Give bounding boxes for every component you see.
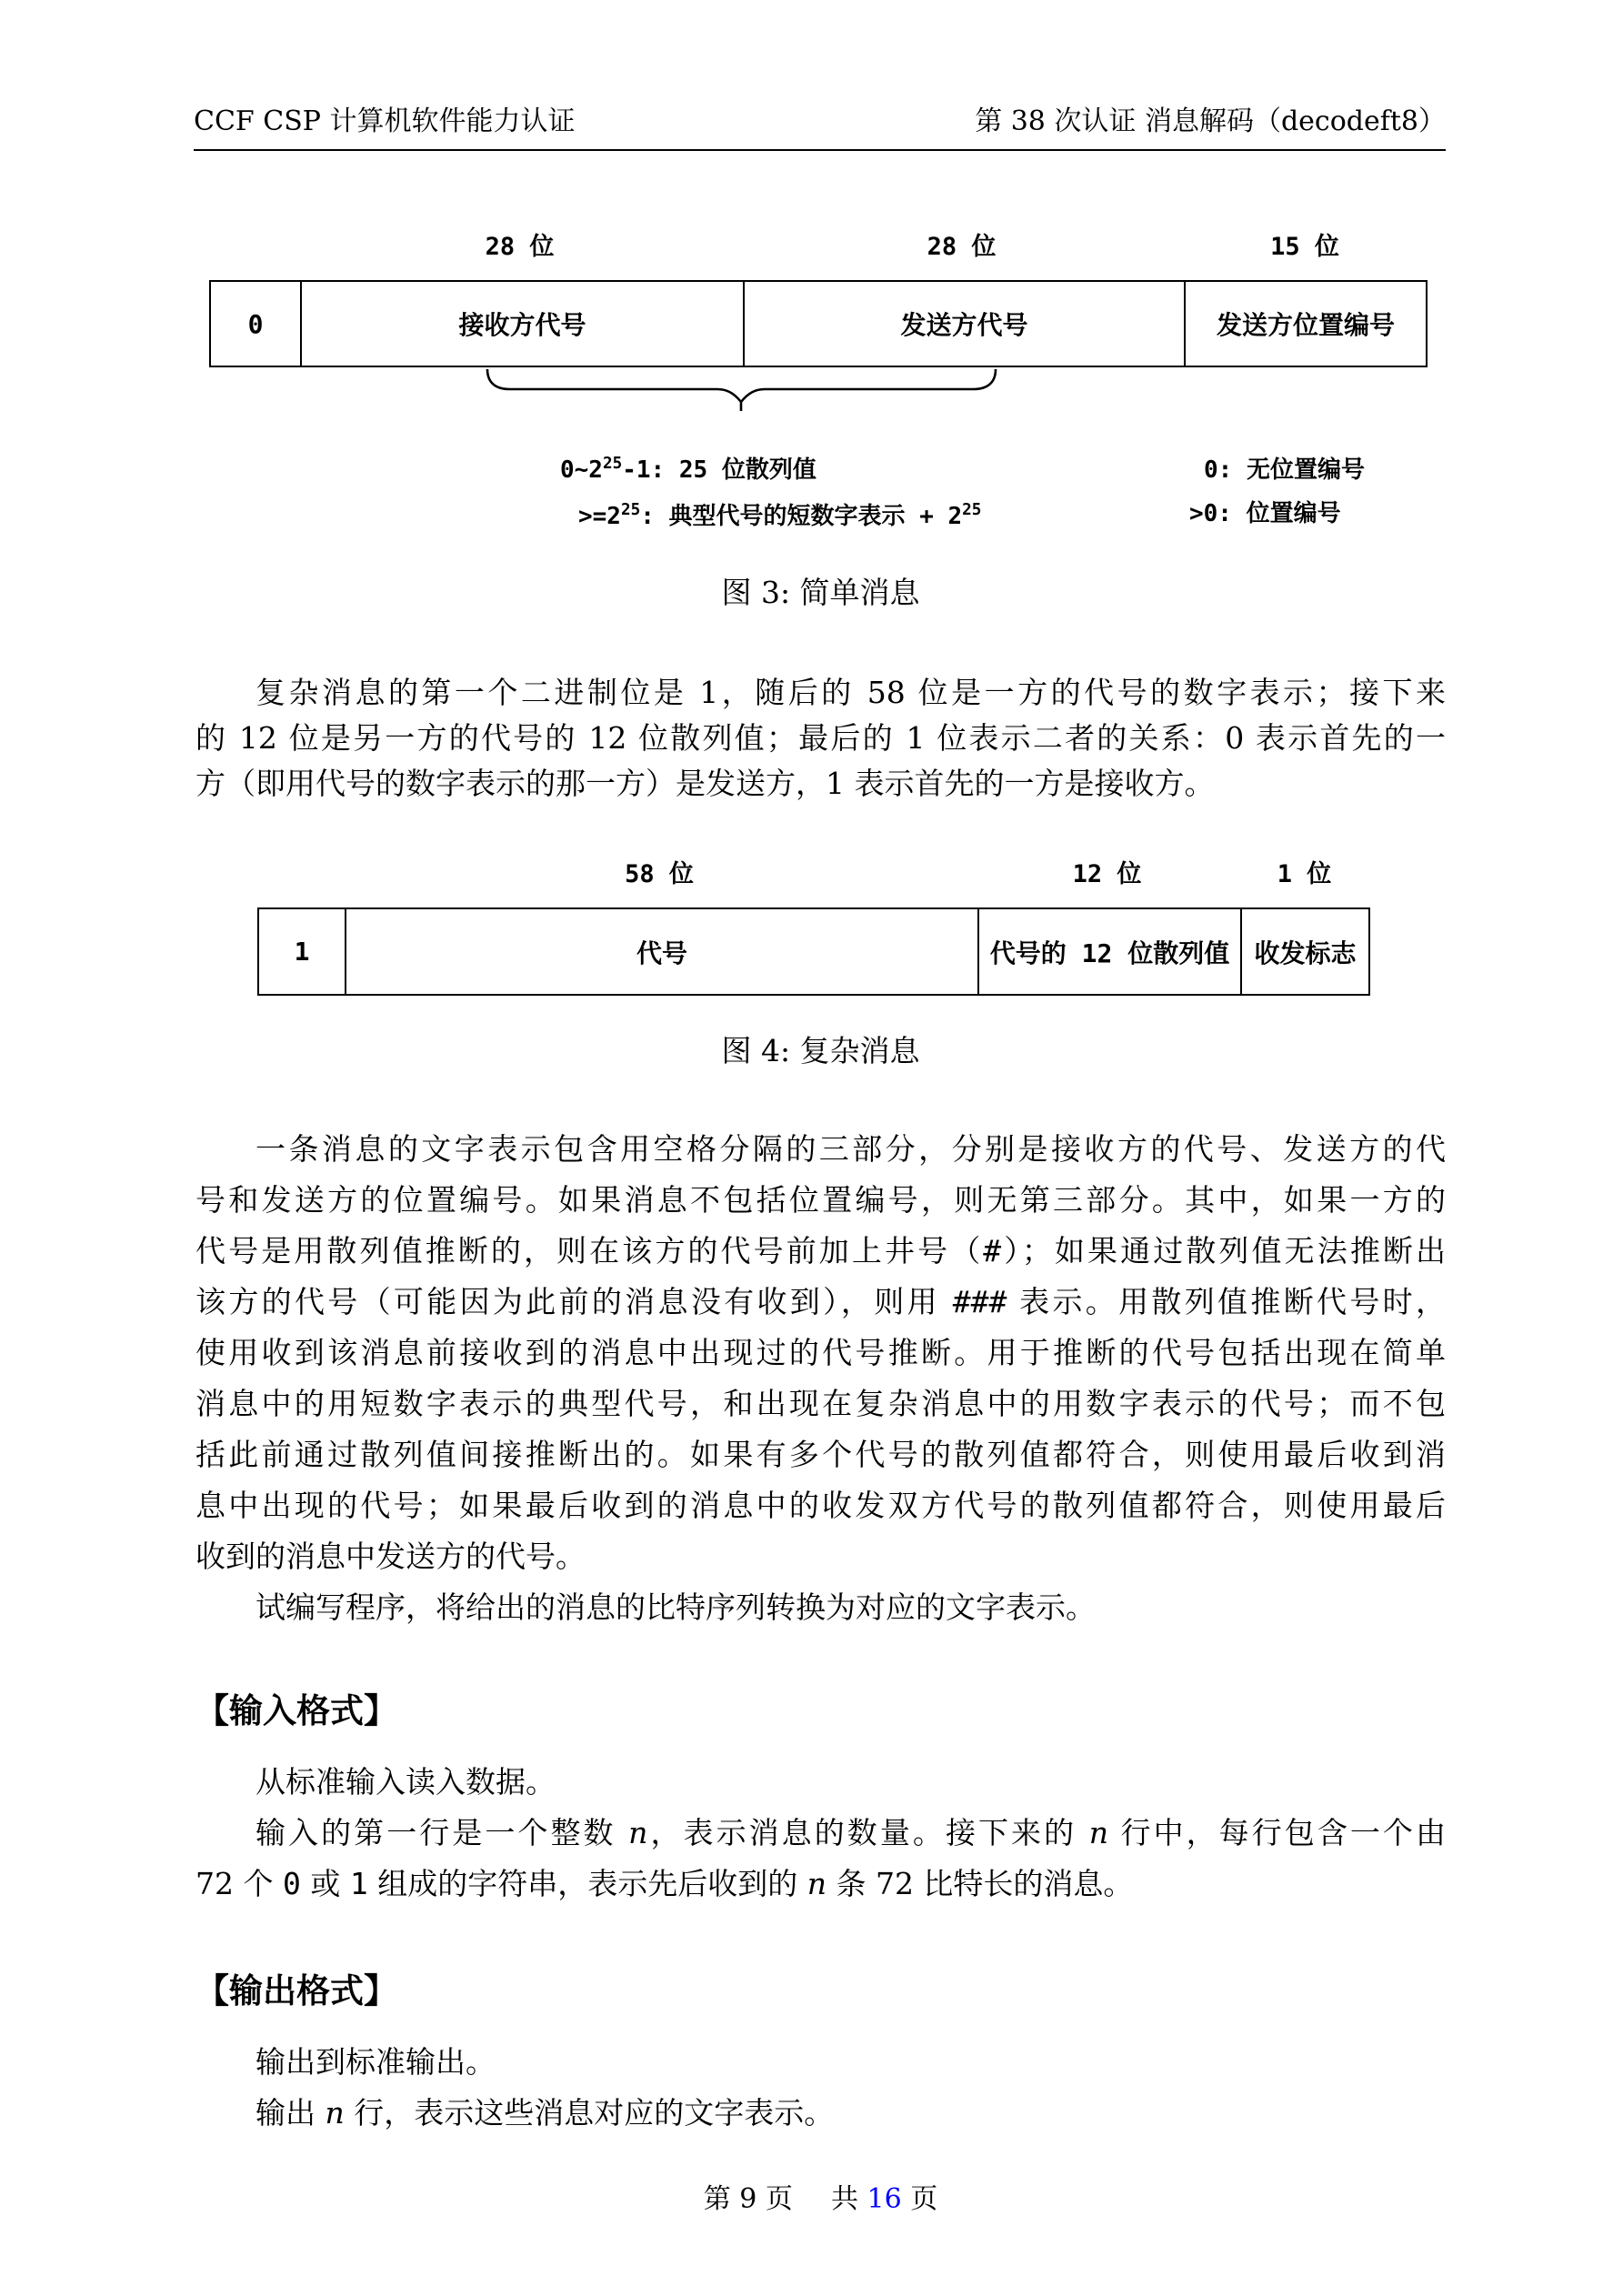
page-header [194,98,1446,151]
para-line: 括此前通过散列值间接推断出的。如果有多个代号的散列值都符合，则使用最后收到消 [195,1437,1446,1472]
section-heading-output: 【输出格式】 [195,1971,397,2010]
fig3-bit-label-flag [209,232,298,263]
figure3-caption: 图 3: 简单消息 [721,575,920,610]
paragraph-text-representation [195,1124,1446,1633]
figure4-bitfield-box [257,907,1370,996]
figure3-simple-message-diagram [209,232,1428,532]
fig3-hash-annotation [560,448,981,541]
fig3-hash-annotation-line2: $>=2^{25}$: 典型代号的短数字表示 + $2^{25}$ [578,500,982,530]
fig4-bit-label-1: 1 位 [1277,860,1332,888]
para-line: 代号是用散列值推断的，则在该方的代号前加上井号（#）；如果通过散列值无法推断出 [195,1233,1447,1268]
fig3-bit-label-28a: 28 位 [485,233,555,261]
fig3-bit-label-28b: 28 位 [927,233,997,261]
fig3-bit-label-15: 15 位 [1270,233,1339,261]
figure3-bit-labels [209,232,1428,263]
fig4-bit-label-58: 58 位 [625,860,694,888]
underbrace-icon [485,367,998,413]
fig3-cell-flag: 0 [247,308,264,339]
fig4-cell-flag: 1 [294,937,310,967]
para-line: 一条消息的文字表示包含用空格分隔的三部分，分别是接收方的代号、发送方的代 [255,1131,1446,1167]
fig3-position-annotation-line1: 0: 无位置编号 [1204,456,1365,484]
para-line: 输出 n 行，表示这些消息对应的文字表示。 [255,2095,835,2131]
para-line: 72 个 0 或 1 组成的字符串，表示先后收到的 n 条 72 比特长的消息。 [195,1866,1134,1901]
para-line: 方（即用代号的数字表示的那一方）是发送方，1 表示首先的一方是接收方。 [195,766,1215,801]
total-pages-prefix: 共 [830,2183,858,2215]
fig3-position-annotation-line2: >0: 位置编号 [1189,500,1341,527]
paragraph-complex-message [195,670,1446,807]
section-heading-input: 【输入格式】 [195,1691,397,1730]
figure4-bit-labels [257,859,1370,890]
page-number: 第 9 页 [703,2183,793,2215]
total-pages-suffix: 页 [910,2183,938,2215]
fig4-bit-label-12: 12 位 [1072,860,1142,888]
figure4-caption: 图 4: 复杂消息 [721,1033,920,1068]
para-line: 输出到标准输出。 [255,2044,496,2080]
fig4-cell-callsign: 代号 [345,909,977,994]
para-line: 试编写程序，将给出的消息的比特序列转换为对应的文字表示。 [255,1589,1096,1625]
para-line: 输入的第一行是一个整数 n，表示消息的数量。接下来的 n 行中，每行包含一个由 [255,1815,1446,1850]
header-title-right: 第 38 次认证 消息解码（decodeft8） [975,105,1446,137]
output-section-body [195,2037,1446,2139]
para-line: 的 12 位是另一方的代号的 12 位散列值；最后的 1 位表示二者的关系：0 表示首先的一 [195,720,1446,756]
figure4-complex-message-diagram [257,859,1370,1005]
para-line: 息中出现的代号；如果最后收到的消息中的收发双方代号的散列值都符合，则使用最后 [195,1488,1446,1523]
total-pages-link[interactable]: 16 [867,2183,902,2215]
input-section-body [195,1757,1446,1910]
para-line: 使用收到该消息前接收到的消息中出现过的代号推断。用于推断的代号包括出现在简单 [195,1335,1447,1370]
fig3-hash-annotation-line1: $0\sim 2^{25}-1$: 25 位散列值 [560,454,817,484]
page-footer [195,2181,1446,2218]
para-line: 从标准输入读入数据。 [255,1764,556,1800]
fig3-cell-receiver: 接收方代号 [300,282,743,366]
fig4-cell-txrxflag: 收发标志 [1240,909,1368,994]
para-line: 该方的代号（可能因为此前的消息没有收到），则用 ### 表示。用散列值推断代号时， [195,1284,1446,1319]
fig4-cell-hash: 代号的 12 位散列值 [977,909,1240,994]
fig3-cell-position: 发送方位置编号 [1184,282,1426,366]
header-title-left: CCF CSP 计算机软件能力认证 [194,105,576,137]
para-line: 收到的消息中发送方的代号。 [195,1539,586,1574]
fig3-cell-sender: 发送方代号 [743,282,1184,366]
para-line: 复杂消息的第一个二进制位是 1，随后的 58 位是一方的代号的数字表示；接下来 [255,675,1446,710]
para-line: 消息中的用短数字表示的典型代号，和出现在复杂消息中的用数字表示的代号；而不包 [195,1386,1446,1421]
para-line: 号和发送方的位置编号。如果消息不包括位置编号，则无第三部分。其中，如果一方的 [195,1182,1446,1218]
figure3-bitfield-box [209,280,1428,367]
fig3-position-annotation [1189,448,1365,536]
fig4-bit-label-flag [257,859,343,890]
